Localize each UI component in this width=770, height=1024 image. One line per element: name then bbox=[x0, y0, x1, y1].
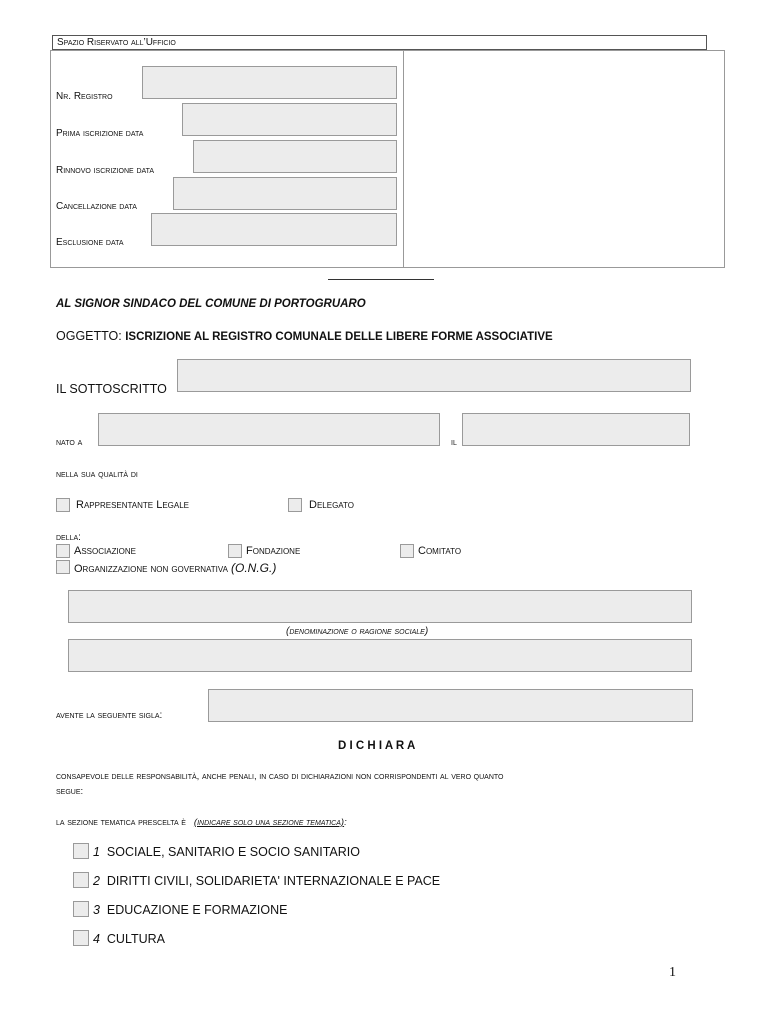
exclusion-date-label: Esclusione data bbox=[56, 237, 124, 248]
acronym-field[interactable] bbox=[208, 689, 693, 722]
page-number: 1 bbox=[669, 965, 676, 980]
section-4-label: CULTURA bbox=[106, 932, 166, 946]
section-1-checkbox[interactable] bbox=[73, 843, 89, 859]
first-registration-date-label: Prima iscrizione data bbox=[56, 128, 144, 139]
subject-text: ISCRIZIONE AL REGISTRO COMUNALE DELLE LIBERE FORME ASSOCIATIVE bbox=[125, 331, 553, 343]
capacity-label: nella sua qualità di bbox=[56, 469, 138, 480]
declaration-intro-line2: segue: bbox=[56, 786, 84, 797]
section-1-label: SOCIALE, SANITARIO E SOCIO SANITARIO bbox=[106, 845, 360, 859]
ngo-label: Organizzazione non governativa bbox=[74, 563, 228, 575]
section-choice-prefix: la sezione tematica prescelta è bbox=[56, 817, 186, 828]
foundation-checkbox[interactable] bbox=[228, 544, 242, 558]
ngo-checkbox[interactable] bbox=[56, 560, 70, 574]
section-2-checkbox[interactable] bbox=[73, 872, 89, 888]
delegate-label: Delegato bbox=[309, 499, 354, 511]
committee-checkbox[interactable] bbox=[400, 544, 414, 558]
committee-label: Comitato bbox=[418, 545, 462, 557]
organization-name-field-2[interactable] bbox=[68, 639, 692, 672]
section-4-checkbox[interactable] bbox=[73, 930, 89, 946]
section-3-option bbox=[93, 903, 287, 917]
section-choice-line bbox=[56, 817, 347, 828]
section-1-option bbox=[93, 845, 360, 859]
section-1-number: 1 bbox=[93, 845, 100, 859]
separator-line bbox=[328, 279, 434, 280]
ngo-abbr: (O.N.G.) bbox=[231, 561, 277, 575]
exclusion-date-field[interactable] bbox=[151, 213, 397, 246]
addressee-heading: AL SIGNOR SINDACO DEL COMUNE DI PORTOGRUARO bbox=[56, 298, 366, 310]
legal-representative-label: Rappresentante Legale bbox=[76, 499, 189, 511]
undersigned-label: IL SOTTOSCRITTO bbox=[56, 382, 167, 396]
section-4-number: 4 bbox=[93, 932, 100, 946]
foundation-label: Fondazione bbox=[246, 545, 301, 557]
section-2-number: 2 bbox=[93, 874, 100, 888]
renewal-date-field[interactable] bbox=[193, 140, 397, 173]
organization-of-label: della: bbox=[56, 532, 81, 543]
legal-representative-checkbox[interactable] bbox=[56, 498, 70, 512]
birthdate-label: il bbox=[451, 437, 457, 448]
section-3-label: EDUCAZIONE E FORMAZIONE bbox=[106, 903, 288, 917]
birthplace-label: nato a bbox=[56, 437, 83, 448]
delegate-checkbox[interactable] bbox=[288, 498, 302, 512]
association-checkbox[interactable] bbox=[56, 544, 70, 558]
section-3-number: 3 bbox=[93, 903, 100, 917]
office-section-title: Spazio Riservato all’Ufficio bbox=[52, 35, 707, 50]
registry-number-label: Nr. Registro bbox=[56, 91, 113, 102]
acronym-label: avente la seguente sigla: bbox=[56, 710, 163, 721]
cancellation-date-field[interactable] bbox=[173, 177, 397, 210]
section-3-checkbox[interactable] bbox=[73, 901, 89, 917]
subject-line bbox=[56, 329, 553, 343]
office-divider bbox=[403, 50, 404, 268]
organization-name-caption: (denominazione o ragione sociale) bbox=[286, 626, 429, 637]
subject-prefix: OGGETTO: bbox=[56, 329, 126, 343]
section-choice-colon: : bbox=[344, 817, 347, 828]
section-4-option bbox=[93, 932, 165, 946]
first-registration-date-field[interactable] bbox=[182, 103, 397, 136]
birthplace-field[interactable] bbox=[98, 413, 440, 446]
organization-name-field[interactable] bbox=[68, 590, 692, 623]
section-2-label: DIRITTI CIVILI, SOLIDARIETA' INTERNAZIONALE E PACE bbox=[106, 874, 441, 888]
section-choice-note: (indicare solo una sezione tematica) bbox=[193, 817, 345, 828]
section-2-option bbox=[93, 874, 440, 888]
cancellation-date-label: Cancellazione data bbox=[56, 201, 137, 212]
declaration-title: D I C H I A R A bbox=[338, 740, 416, 752]
ngo-line bbox=[74, 561, 276, 575]
renewal-date-label: Rinnovo iscrizione data bbox=[56, 165, 155, 176]
undersigned-name-field[interactable] bbox=[177, 359, 691, 392]
association-label: Associazione bbox=[74, 545, 137, 557]
birthdate-field[interactable] bbox=[462, 413, 690, 446]
declaration-intro-line1: consapevole delle responsabilità, anche penali, in caso di dichiarazioni non corrispondenti al vero quanto bbox=[56, 771, 504, 782]
registry-number-field[interactable] bbox=[142, 66, 397, 99]
